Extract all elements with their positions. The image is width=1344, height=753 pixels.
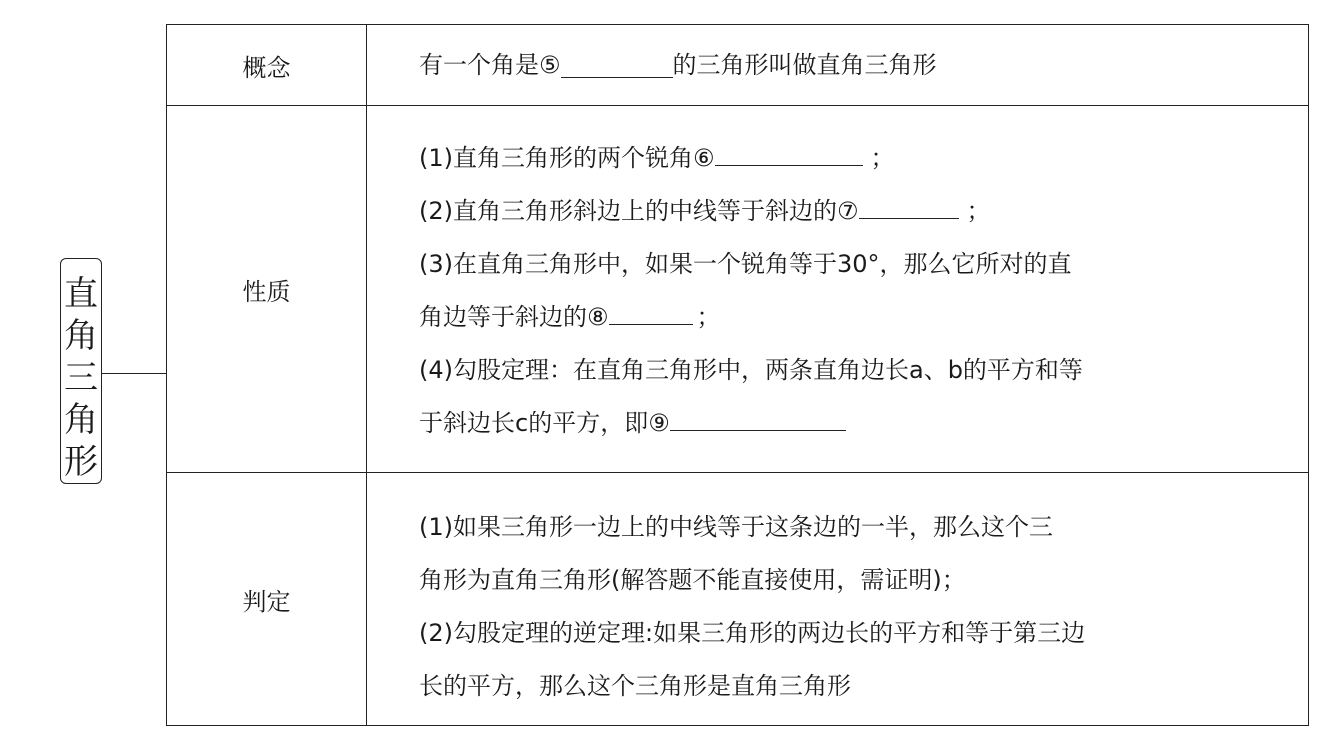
concept-text-after: 的三角形叫做直角三角形 (672, 51, 937, 79)
topic-char: 角 (64, 400, 98, 440)
concept-row (167, 25, 1308, 105)
concept-text-before: 有一个角是⑤ (419, 51, 561, 79)
punct: ； (966, 197, 991, 225)
judgement-line-4: 长的平方，那么这个三角形是直角三角形 (419, 672, 851, 700)
property-row (167, 105, 1308, 472)
judgement-line-1: (1)如果三角形一边上的中线等于这条边的一半，那么这个三 (419, 513, 1053, 541)
blank-5[interactable] (561, 53, 673, 78)
punct: ； (870, 144, 895, 172)
blank-6[interactable] (715, 141, 863, 166)
property-line-6 (419, 397, 1248, 450)
judgement-line-3: (2)勾股定理的逆定理:如果三角形的两边长的平方和等于第三边 (419, 619, 1086, 647)
punct: ； (696, 303, 721, 331)
property-content (419, 106, 1248, 498)
blank-9[interactable] (670, 406, 846, 431)
topic-char: 三 (64, 358, 98, 398)
property-text: 角边等于斜边的⑧ (419, 303, 609, 331)
property-head: 性质 (167, 106, 367, 472)
property-text: (1)直角三角形的两个锐角⑥ (419, 144, 715, 172)
topic-char: 形 (64, 442, 98, 482)
topic-label (60, 258, 102, 484)
connector-line (102, 373, 166, 374)
judgement-row (167, 472, 1308, 725)
property-text: (2)直角三角形斜边上的中线等于斜边的⑦ (419, 197, 859, 225)
property-text: 于斜边长c的平方，即⑨ (419, 409, 670, 437)
property-line-4 (419, 291, 1248, 344)
property-line-1 (419, 132, 1248, 185)
topic-char: 角 (64, 316, 98, 356)
concept-content (419, 25, 1248, 105)
property-line-2 (419, 185, 1248, 238)
knowledge-table (166, 24, 1309, 726)
blank-7[interactable] (859, 194, 959, 219)
judgement-head: 判定 (167, 473, 367, 725)
blank-8[interactable] (609, 300, 693, 325)
property-line-3: (3)在直角三角形中，如果一个锐角等于30°，那么它所对的直 (419, 250, 1072, 278)
judgement-content (419, 473, 1248, 753)
concept-head: 概念 (167, 25, 367, 105)
judgement-line-2: 角形为直角三角形(解答题不能直接使用，需证明)； (419, 566, 966, 594)
topic-char: 直 (64, 274, 98, 314)
property-line-5: (4)勾股定理：在直角三角形中，两条直角边长a、b的平方和等 (419, 356, 1083, 384)
